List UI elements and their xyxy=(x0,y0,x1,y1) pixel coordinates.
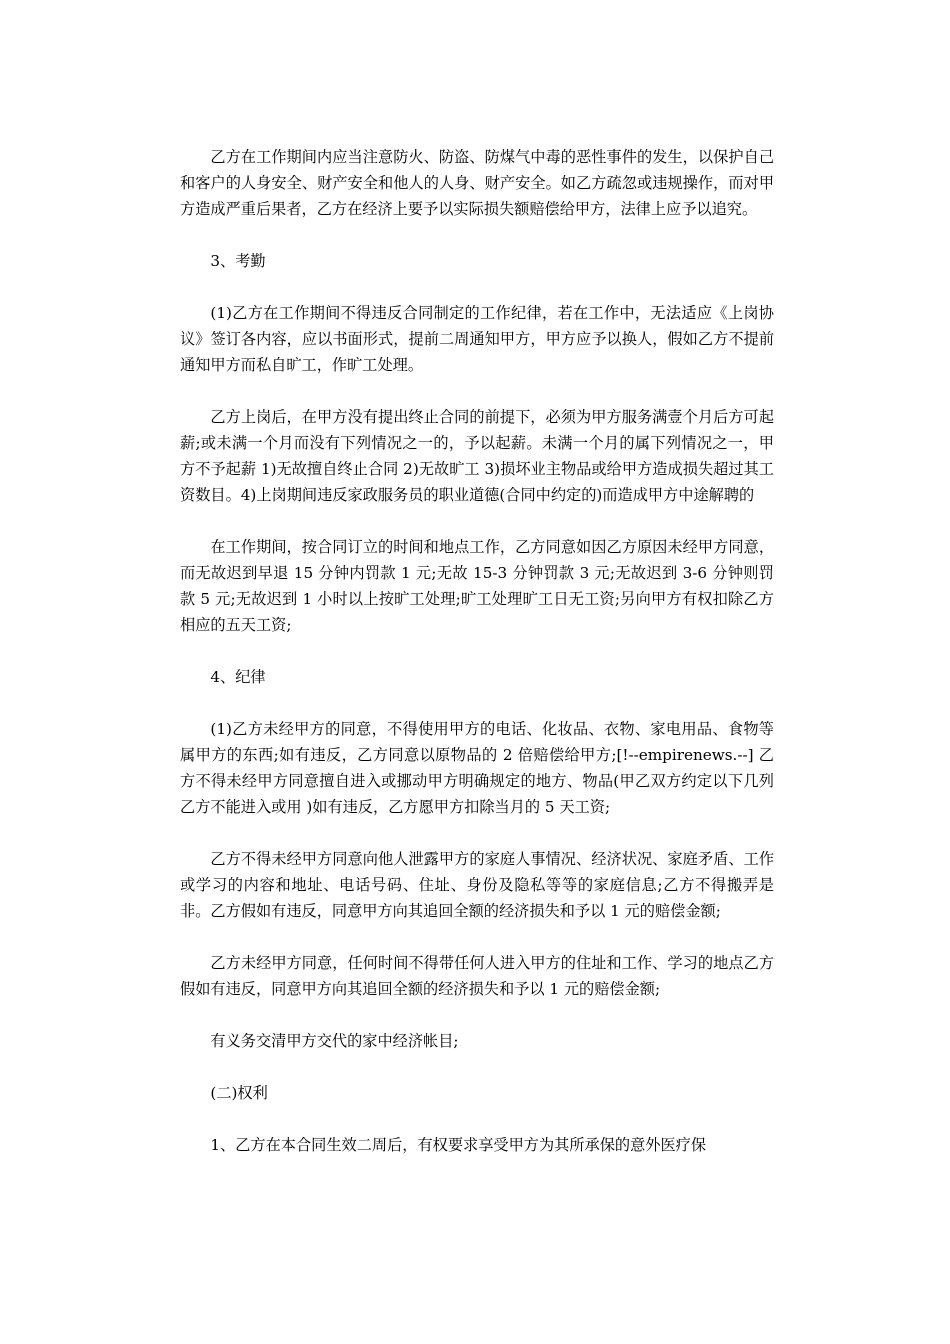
paragraph-discipline-1: (1)乙方未经甲方的同意，不得使用甲方的电话、化妆品、衣物、家电用品、食物等属甲方的东西;如有违反，乙方同意以原物品的 2 倍赔偿给甲方;[!--empirenews.--] 乙方不得未经甲方同意擅自进入或挪动甲方明确规定的地方、物品(甲乙双方约定以下几列乙方不能进入或用 )如有违反，乙方愿甲方扣除当月的 5 天工资; xyxy=(180,720,774,816)
paragraph-safety: 乙方在工作期间内应当注意防火、防盗、防煤气中毒的恶性事件的发生，以保护自己和客户的人身安全、财产安全和他人的人身、财产安全。如乙方疏忽或违规操作，而对甲方造成严重后果者，乙方在经济上要予以实际损失额赔偿给甲方，法律上应予以追究。 xyxy=(180,148,774,218)
paragraph-salary-start: 乙方上岗后，在甲方没有提出终止合同的前提下，必须为甲方服务满壹个月后方可起薪;或未满一个月而没有下列情况之一的，予以起薪。未满一个月的属下列情况之一，甲方不予起薪 1)无故擅自终止合同 2)无故旷工 3)损坏业主物品或给甲方造成损失超过其工资数目。4)上岗期间违反家政服务员的职业道德(合同中约定的)而造成甲方中途解聘的 xyxy=(180,408,774,504)
paragraph-accounts: 有义务交清甲方交代的家中经济帐目; xyxy=(210,1032,459,1050)
paragraph-visitors: 乙方未经甲方同意，任何时间不得带任何人进入甲方的住址和工作、学习的地点乙方假如有违反，同意甲方向其追回全额的经济损失和予以 1 元的赔偿金额; xyxy=(180,954,774,998)
paragraph-attendance-1: (1)乙方在工作期间不得违反合同制定的工作纪律，若在工作中，无法适应《上岗协议》签订各内容，应以书面形式，提前二周通知甲方，甲方应予以换人，假如乙方不提前通知甲方而私自旷工，作旷工处理。 xyxy=(180,304,774,374)
section-heading-discipline: 4、纪律 xyxy=(210,668,266,686)
paragraph-rights-1: 1、乙方在本合同生效二周后，有权要求享受甲方为其所承保的意外医疗保 xyxy=(210,1136,707,1154)
paragraph-privacy: 乙方不得未经甲方同意向他人泄露甲方的家庭人事情况、经济状况、家庭矛盾、工作或学习的内容和地址、电话号码、住址、身份及隐私等等的家庭信息;乙方不得搬弄是非。乙方假如有违反，同意甲方向其追回全额的经济损失和予以 1 元的赔偿金额; xyxy=(180,850,774,920)
section-heading-rights: (二)权利 xyxy=(210,1084,268,1102)
paragraph-lateness-fines: 在工作期间，按合同订立的时间和地点工作，乙方同意如因乙方原因未经甲方同意，而无故迟到早退 15 分钟内罚款 1 元;无故 15-3 分钟罚款 3 元;无故迟到 3-6 分钟则罚款 5 元;无故迟到 1 小时以上按旷工处理;旷工处理旷工日无工资;另向甲方有权扣除乙方相应的五天工资; xyxy=(180,538,774,634)
section-heading-attendance: 3、考勤 xyxy=(210,252,266,270)
document-body xyxy=(180,144,774,1184)
